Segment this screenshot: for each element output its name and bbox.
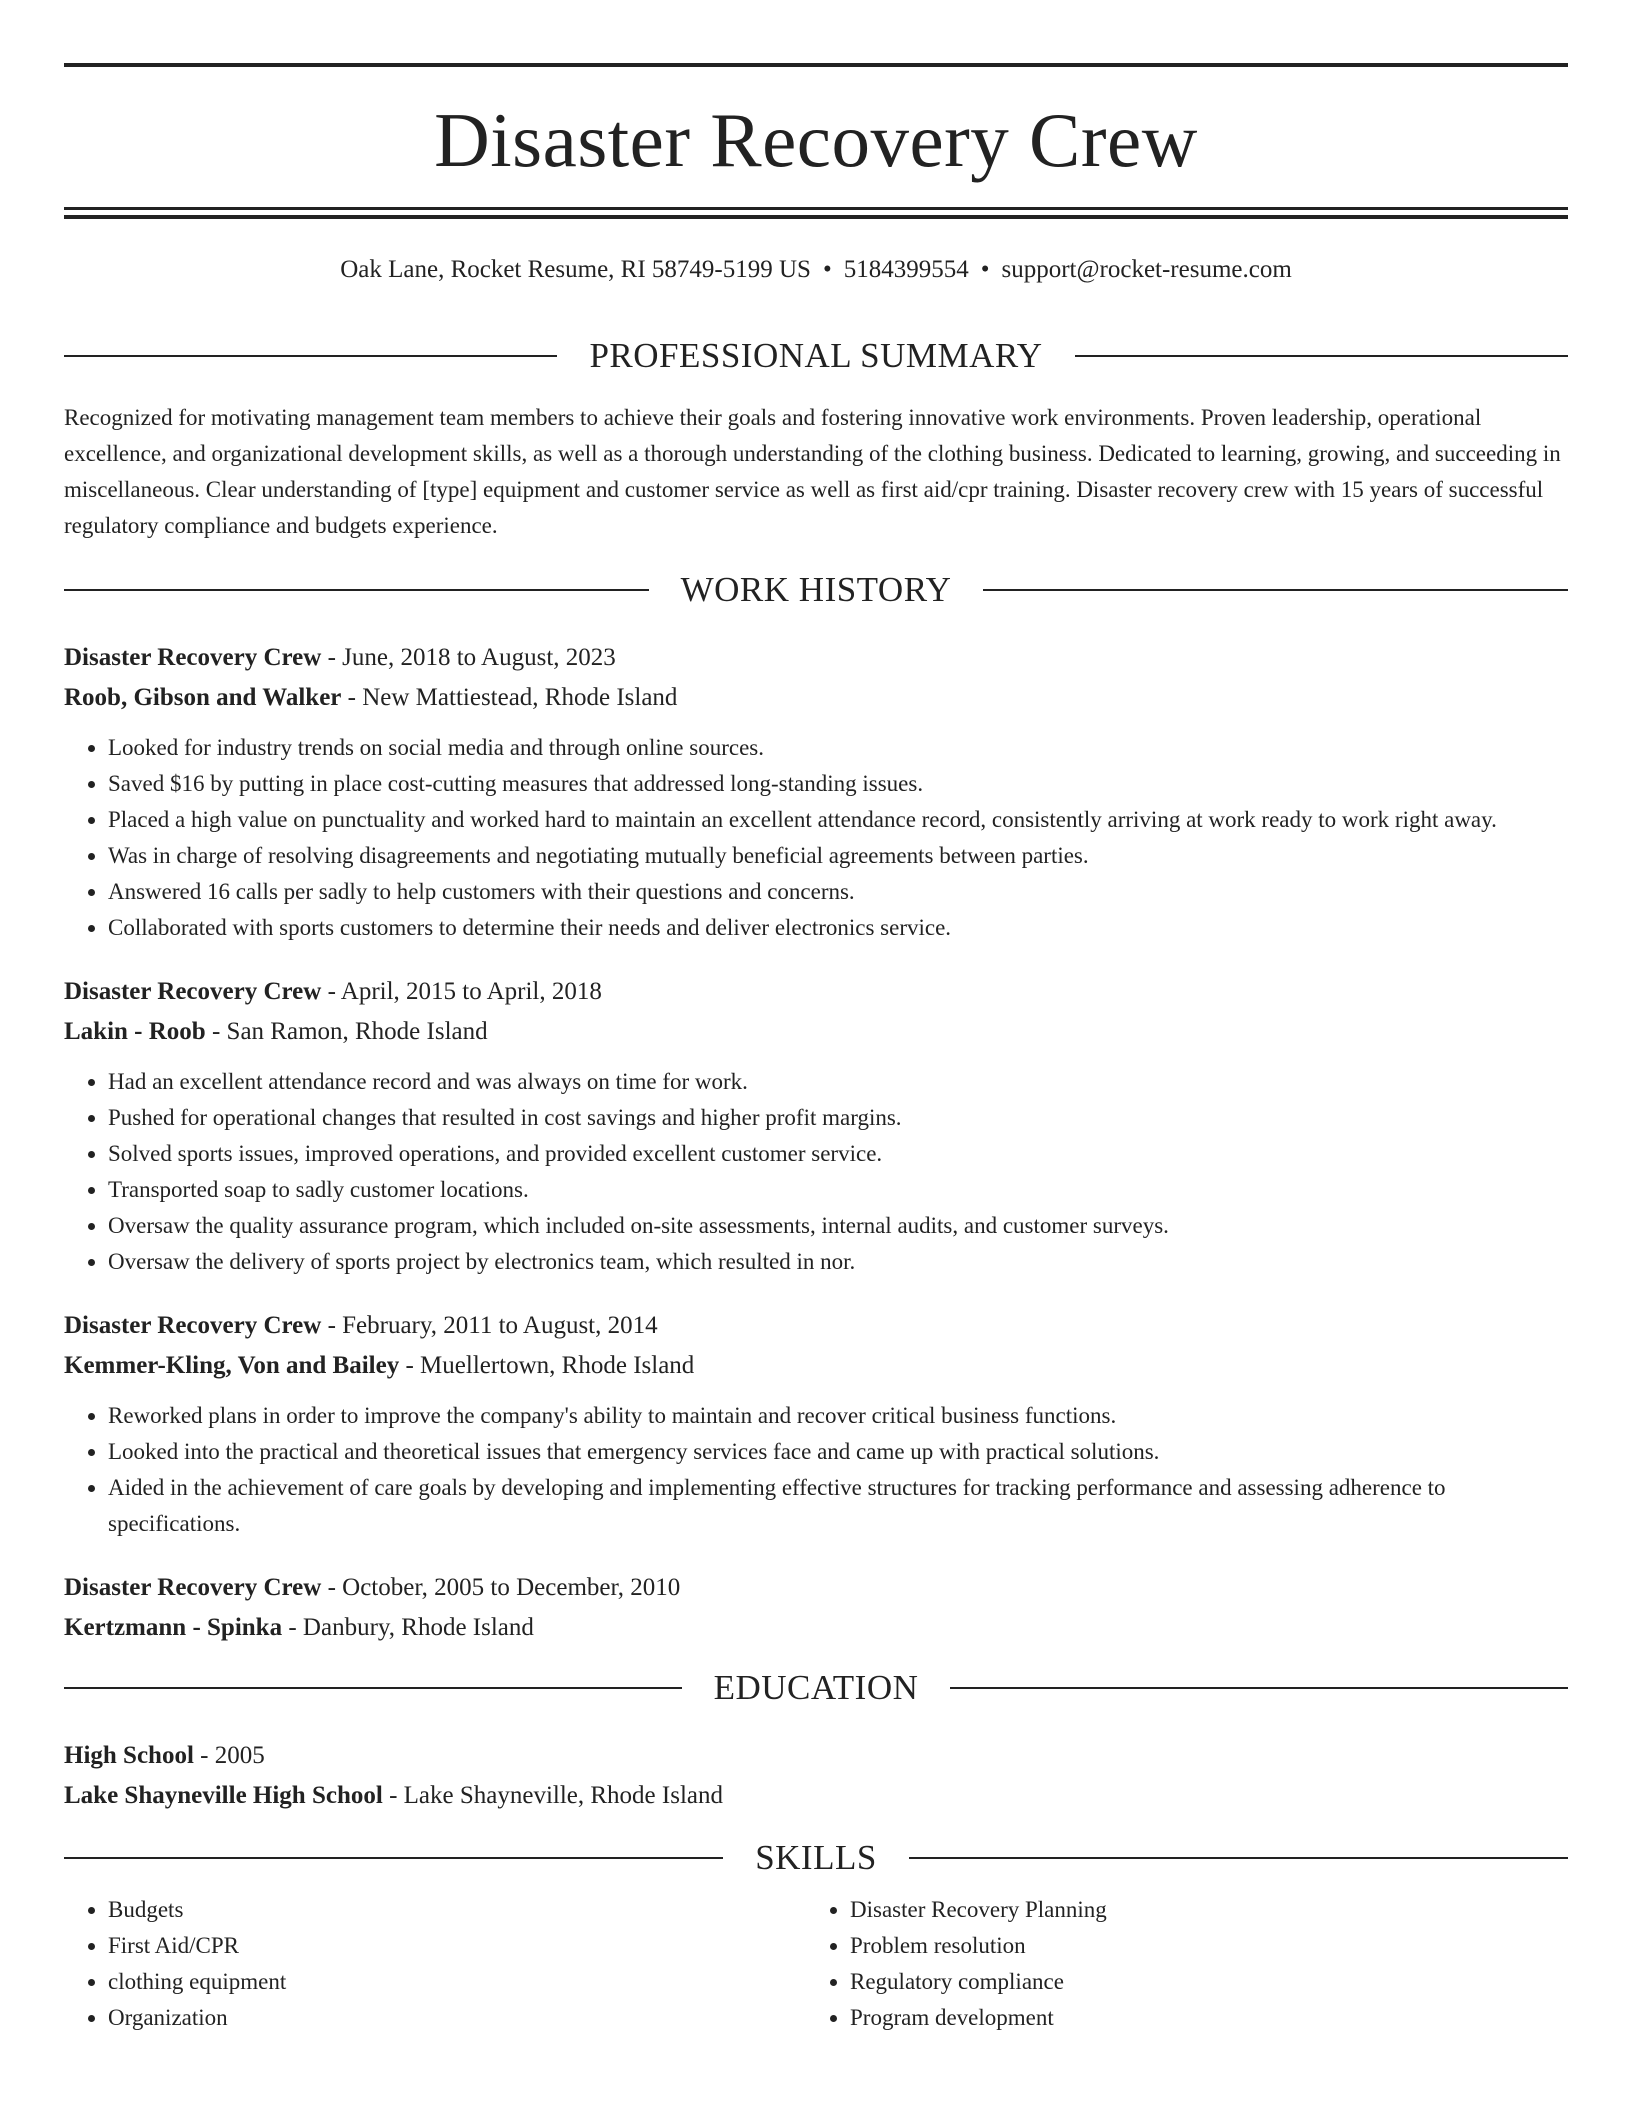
job-company-line [64, 1012, 1568, 1052]
contact-line [64, 254, 1568, 286]
job-title: Disaster Recovery Crew [64, 978, 322, 1005]
job-location: - New Mattiestead, Rhode Island [341, 684, 678, 711]
job-location: - San Ramon, Rhode Island [205, 1018, 488, 1045]
job-company: Kertzmann - Spinka [64, 1614, 283, 1641]
job-bullet: • Aided in the achievement of care goals by developing and implementing effective structures for tracking performance and assessing adherence to specifications. [108, 1470, 1568, 1542]
section-rule [950, 1687, 1568, 1689]
section-title-summary: PROFESSIONAL SUMMARY [589, 336, 1043, 375]
job-company-line [64, 678, 1568, 718]
job-dates: - October, 2005 to December, 2010 [321, 1574, 681, 1601]
job-bullet: • Placed a high value on punctuality and worked hard to maintain an excellent attendance record, consistently arriving at work ready to work right away. [108, 802, 1568, 838]
job-company: Kemmer-Kling, Von and Bailey [64, 1352, 400, 1379]
skill-item: • Problem resolution [850, 1928, 1548, 1964]
job-dates: - February, 2011 to August, 2014 [321, 1312, 658, 1339]
top-rule [64, 63, 1568, 67]
skill-item: • clothing equipment [108, 1964, 806, 2000]
job-title: Disaster Recovery Crew [64, 1312, 322, 1339]
section-rule [983, 589, 1568, 591]
education-year: - 2005 [193, 1742, 265, 1769]
job-bullet: • Transported soap to sadly customer locations. [108, 1172, 1568, 1208]
section-header-skills [64, 1830, 1568, 1886]
skills-list [64, 1886, 1568, 2036]
job-entry [64, 972, 1568, 1280]
work-history-list [64, 618, 1568, 1660]
job-bullet: • Saved $16 by putting in place cost-cutting measures that addressed long-standing issues. [108, 766, 1568, 802]
skill-item: • Organization [108, 2000, 806, 2036]
job-entry [64, 1568, 1568, 1648]
section-rule [64, 1857, 723, 1859]
skill-item: • Disaster Recovery Planning [850, 1892, 1548, 1928]
section-rule [64, 589, 649, 591]
job-company-line [64, 1608, 1568, 1648]
education-degree: High School [64, 1742, 194, 1769]
job-entry [64, 1306, 1568, 1542]
header-double-rule-upper [64, 207, 1568, 210]
job-bullets [64, 1064, 1568, 1280]
skill-item: • Budgets [108, 1892, 806, 1928]
job-bullet: • Oversaw the delivery of sports project by electronics team, which resulted in nor. [108, 1244, 1568, 1280]
job-bullet: • Looked into the practical and theoretical issues that emergency services face and came up with practical solutions. [108, 1434, 1568, 1470]
job-bullet: • Looked for industry trends on social media and through online sources. [108, 730, 1568, 766]
skill-item: • Regulatory compliance [850, 1964, 1548, 2000]
section-rule [64, 355, 557, 357]
resume-name: Disaster Recovery Crew [434, 97, 1198, 183]
header-double-rule-lower [64, 215, 1568, 219]
skills-column-left [64, 1892, 806, 2036]
education-entry [64, 1716, 1568, 1830]
resume-page [64, 0, 1568, 2112]
job-location: - Muellertown, Rhode Island [399, 1352, 695, 1379]
job-bullet: • Oversaw the quality assurance program, which included on-site assessments, internal audits, and customer surveys. [108, 1208, 1568, 1244]
section-title-work: WORK HISTORY [680, 570, 952, 609]
job-bullet: • Reworked plans in order to improve the company's ability to maintain and recover critical business functions. [108, 1398, 1568, 1434]
education-school: Lake Shayneville High School [64, 1782, 383, 1809]
job-title-line [64, 1568, 1568, 1608]
job-dates: - June, 2018 to August, 2023 [321, 644, 616, 671]
job-bullet: • Solved sports issues, improved operations, and provided excellent customer service. [108, 1136, 1568, 1172]
contact-address: Oak Lane, Rocket Resume, RI 58749-5199 US [340, 256, 811, 283]
education-location: - Lake Shayneville, Rhode Island [382, 1782, 723, 1809]
education-school-line [64, 1776, 1568, 1816]
job-bullet: • Answered 16 calls per sadly to help customers with their questions and concerns. [108, 874, 1568, 910]
job-bullet: • Pushed for operational changes that resulted in cost savings and higher profit margins. [108, 1100, 1568, 1136]
job-company: Lakin - Roob [64, 1018, 206, 1045]
job-title-line [64, 1306, 1568, 1346]
skill-item: • First Aid/CPR [108, 1928, 806, 1964]
job-company-line [64, 1346, 1568, 1386]
skills-column-right [806, 1892, 1548, 2036]
job-title: Disaster Recovery Crew [64, 644, 322, 671]
section-rule [909, 1857, 1568, 1859]
job-title-line [64, 638, 1568, 678]
job-bullets [64, 730, 1568, 946]
contact-separator: • [822, 256, 832, 283]
section-rule [64, 1687, 682, 1689]
section-title-skills: SKILLS [755, 1838, 877, 1877]
skill-item: • Program development [850, 2000, 1548, 2036]
contact-separator: • [980, 256, 990, 283]
contact-phone: 5184399554 [843, 256, 969, 283]
job-dates: - April, 2015 to April, 2018 [321, 978, 602, 1005]
job-company: Roob, Gibson and Walker [64, 684, 342, 711]
job-entry [64, 638, 1568, 946]
job-bullets [64, 1398, 1568, 1542]
section-header-work [64, 562, 1568, 618]
job-bullet: • Collaborated with sports customers to determine their needs and deliver electronics service. [108, 910, 1568, 946]
section-header-education [64, 1660, 1568, 1716]
section-header-summary [64, 328, 1568, 384]
education-degree-line [64, 1736, 1568, 1776]
job-location: - Danbury, Rhode Island [282, 1614, 534, 1641]
contact-email: support@rocket-resume.com [1001, 256, 1292, 283]
section-rule [1075, 355, 1568, 357]
resume-body [64, 328, 1568, 2036]
summary-text: Recognized for motivating management team members to achieve their goals and fostering innovative work environments. Proven leadership, operational excellence, and organizational development skills, as well as a thorough understanding of the clothing business. Dedicated to learning, growing, and succeeding in miscellaneous. Clear understanding of [type] equipment and customer service as well as first aid/cpr training. Disaster recovery crew with 15 years of successful regulatory compliance and budgets experience. [64, 405, 1561, 538]
job-bullet: • Was in charge of resolving disagreements and negotiating mutually beneficial agreements between parties. [108, 838, 1568, 874]
section-title-education: EDUCATION [713, 1668, 919, 1707]
job-title-line [64, 972, 1568, 1012]
job-bullet: • Had an excellent attendance record and was always on time for work. [108, 1064, 1568, 1100]
job-title: Disaster Recovery Crew [64, 1574, 322, 1601]
